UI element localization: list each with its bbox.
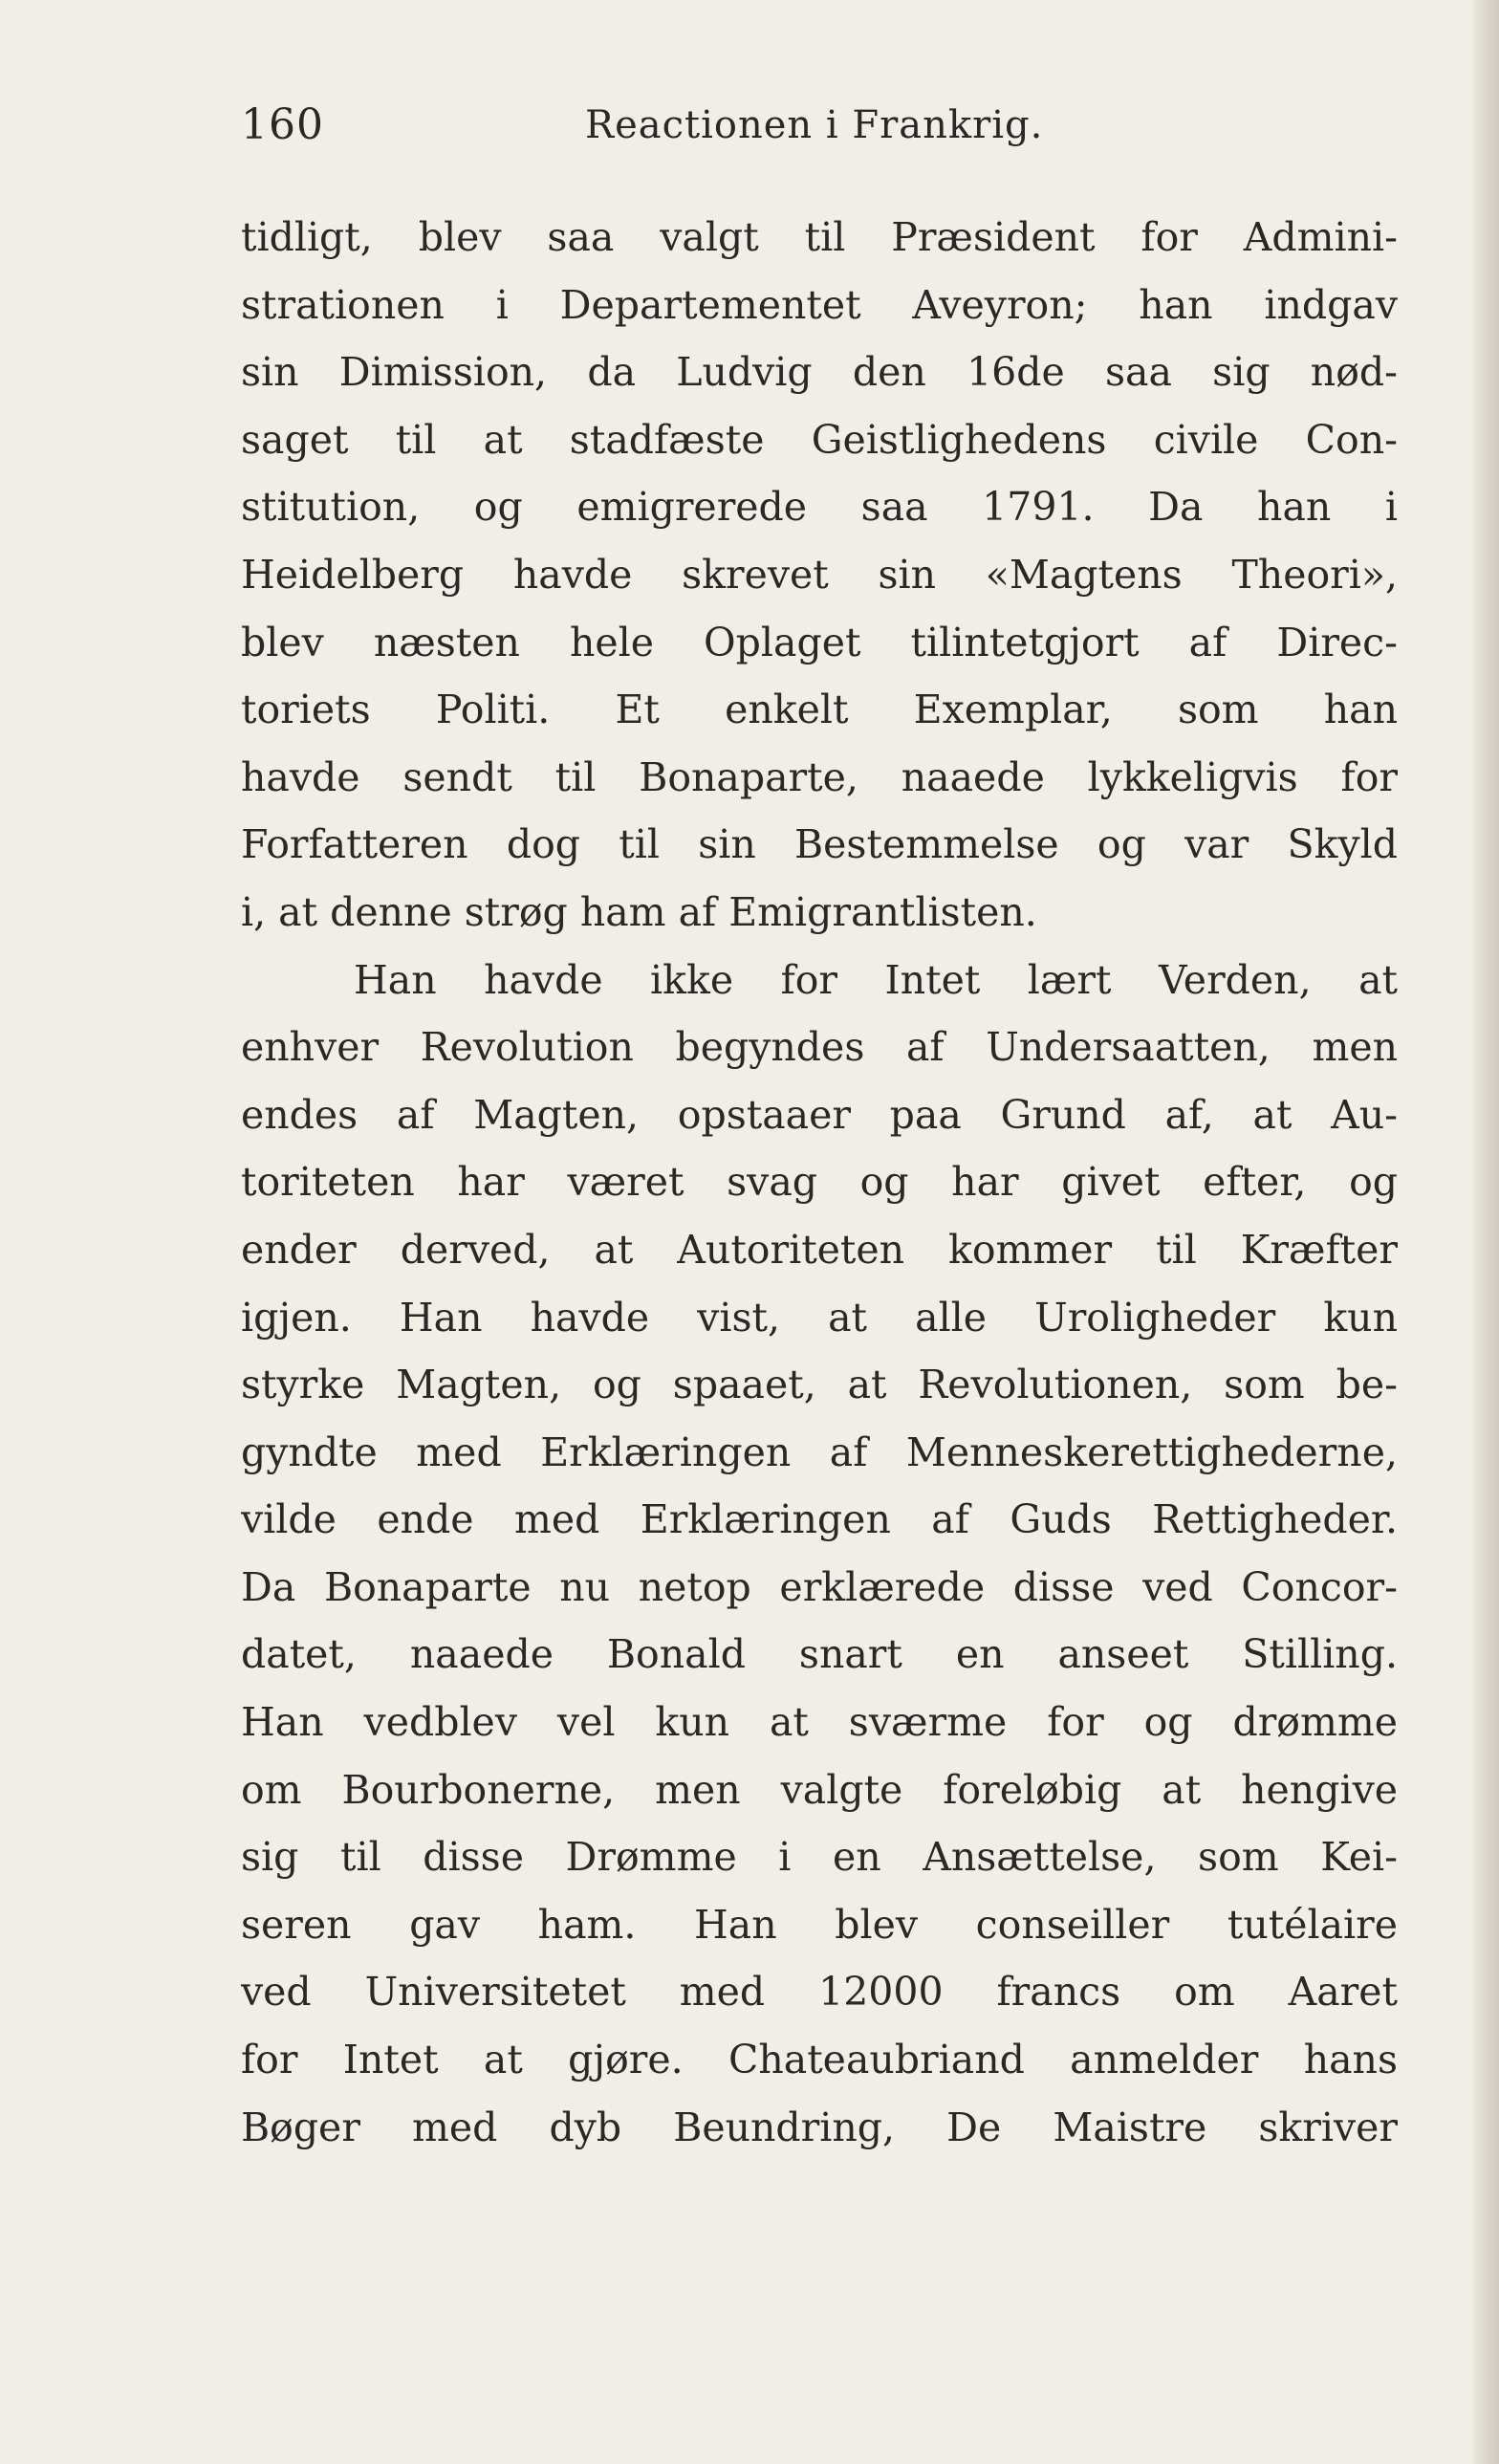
text-line: seren gav ham. Han blev conseiller tutélaire [241,1901,1398,1948]
text-line: Heidelberg havde skrevet sin «Magtens Theori», [241,551,1398,598]
text-line: toriteten har været svag og har givet efter, og [241,1159,1398,1206]
text-line: igjen. Han havde vist, at alle Uroligheder kun [241,1294,1398,1341]
text-line: havde sendt til Bonaparte, naaede lykkeligvis for [241,753,1398,800]
text-line: Bøger med dyb Beundring, De Maistre skriver [241,2104,1398,2150]
page-header [241,92,1398,159]
text-line: sig til disse Drømme i en Ansættelse, som Kei- [241,1834,1398,1881]
body-text [241,204,1398,2161]
text-line: blev næsten hele Oplaget tilintetgjort af Direc- [241,619,1398,665]
text-line: Forfatteren dog til sin Bestemmelse og var Skyld [241,821,1398,868]
text-line: i, at denne strøg ham af Emigrantlisten. [241,888,1037,935]
running-title: Reactionen i Frankrig. [585,103,1044,147]
text-line: ved Universitetet med 12000 francs om Aaret [241,1969,1398,2016]
text-line: styrke Magten, og spaaet, at Revolutionen, som be- [241,1362,1398,1408]
text-line: Da Bonaparte nu netop erklærede disse ved Concor- [241,1563,1398,1610]
text-line: for Intet at gjøre. Chateaubriand anmelder hans [241,2037,1398,2083]
page-number: 160 [241,100,324,149]
page-edge-shadow [1472,0,1499,2464]
text-line: endes af Magten, opstaaer paa Grund af, at Au- [241,1091,1398,1138]
text-line: sin Dimission, da Ludvig den 16de saa sig nød- [241,349,1398,396]
text-line: Han vedblev vel kun at sværme for og drømme [241,1699,1398,1746]
text-line: ender derved, at Autoriteten kommer til Kræfter [241,1226,1398,1273]
text-line: gyndte med Erklæringen af Menneskerettighederne, [241,1428,1398,1475]
text-line: datet, naaede Bonald snart en anseet Stilling. [241,1631,1398,1678]
text-line: stitution, og emigrerede saa 1791. Da han i [241,484,1398,531]
text-line: enhver Revolution begyndes af Undersaatten, men [241,1024,1398,1071]
text-line: toriets Politi. Et enkelt Exemplar, som han [241,687,1398,733]
text-line: tidligt, blev saa valgt til Præsident for Admini- [241,214,1398,260]
text-line: strationen i Departementet Aveyron; han indgav [241,281,1398,328]
paragraph-start-line: Han havde ikke for Intet lært Verden, at [354,956,1398,1003]
text-line: om Bourbonerne, men valgte foreløbig at hengive [241,1766,1398,1813]
text-line: saget til at stadfæste Geistlighedens civile Con- [241,416,1398,463]
text-line: vilde ende med Erklæringen af Guds Rettigheder. [241,1496,1398,1543]
